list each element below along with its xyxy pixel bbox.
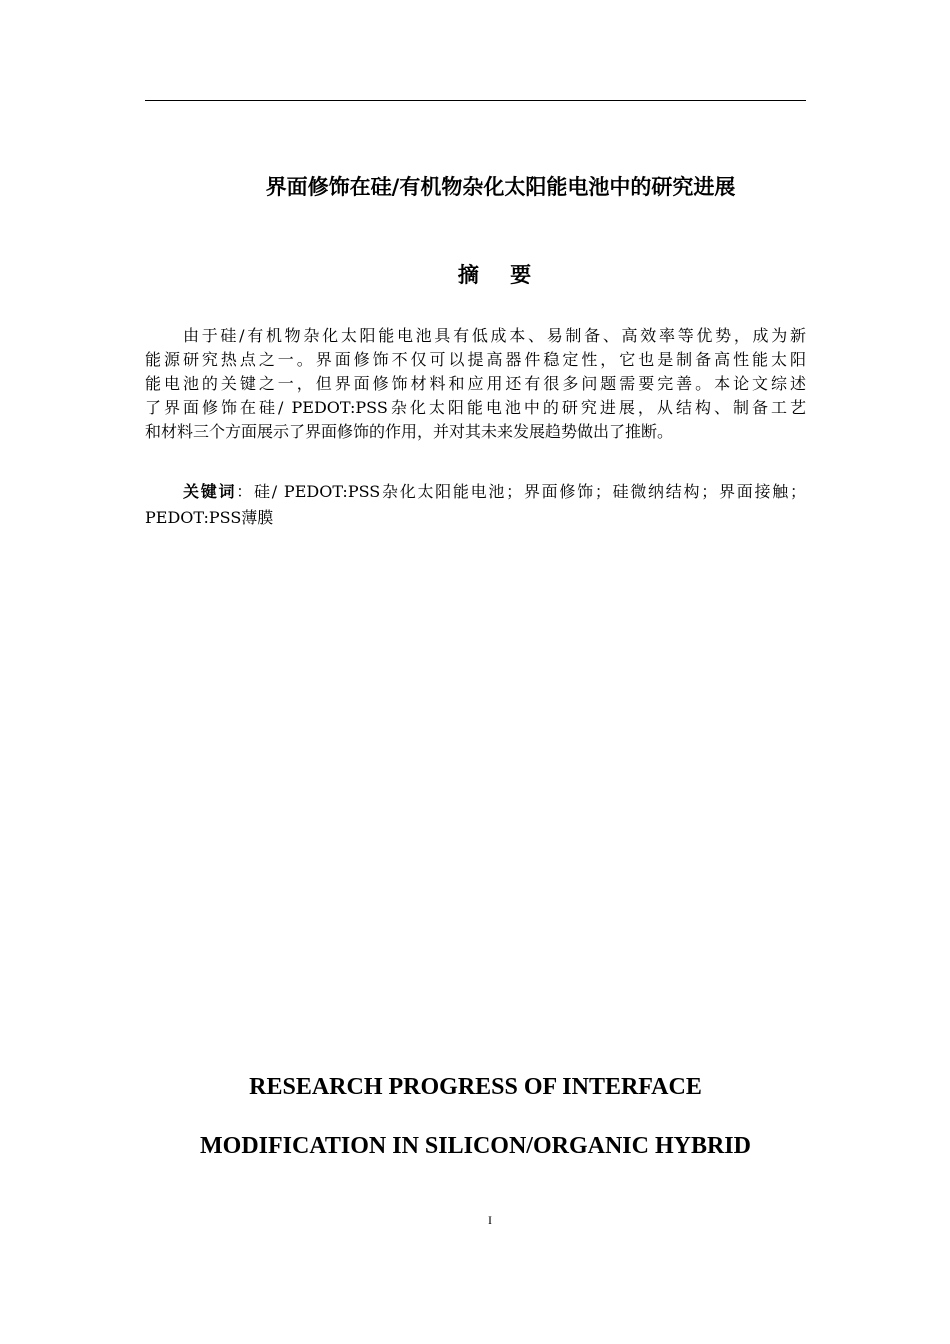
keywords-line-continued: PEDOT:PSS薄膜	[145, 508, 274, 527]
abstract-line: 能源研究热点之一。界面修饰不仅可以提高器件稳定性，它也是制备高性能太阳	[145, 350, 806, 369]
keywords-block	[145, 479, 806, 531]
english-title	[145, 1072, 806, 1190]
abstract-heading: 摘 要	[457, 263, 544, 287]
keywords-list: ：硅/ PEDOT:PSS杂化太阳能电池；界面修饰；硅微纳结构；界面接触；	[236, 482, 806, 501]
abstract-body	[145, 324, 806, 444]
keywords-label: 关键词	[183, 482, 237, 501]
page-number: I	[488, 1213, 492, 1227]
english-title-line: MODIFICATION IN SILICON/ORGANIC HYBRID	[200, 1133, 751, 1159]
chinese-title: 界面修饰在硅/有机物杂化太阳能电池中的研究进展	[265, 175, 736, 199]
abstract-line: 和材料三个方面展示了界面修饰的作用，并对其未来发展趋势做出了推断。	[145, 422, 674, 441]
abstract-line: 了界面修饰在硅/ PEDOT:PSS杂化太阳能电池中的研究进展，从结构、制备工艺	[145, 398, 806, 417]
abstract-line: 由于硅/有机物杂化太阳能电池具有低成本、易制备、高效率等优势，成为新	[183, 326, 806, 345]
header-rule	[145, 100, 806, 101]
english-title-line: RESEARCH PROGRESS OF INTERFACE	[249, 1074, 702, 1100]
abstract-line: 能电池的关键之一，但界面修饰材料和应用还有很多问题需要完善。本论文综述	[145, 374, 806, 393]
keywords-line	[145, 479, 806, 505]
